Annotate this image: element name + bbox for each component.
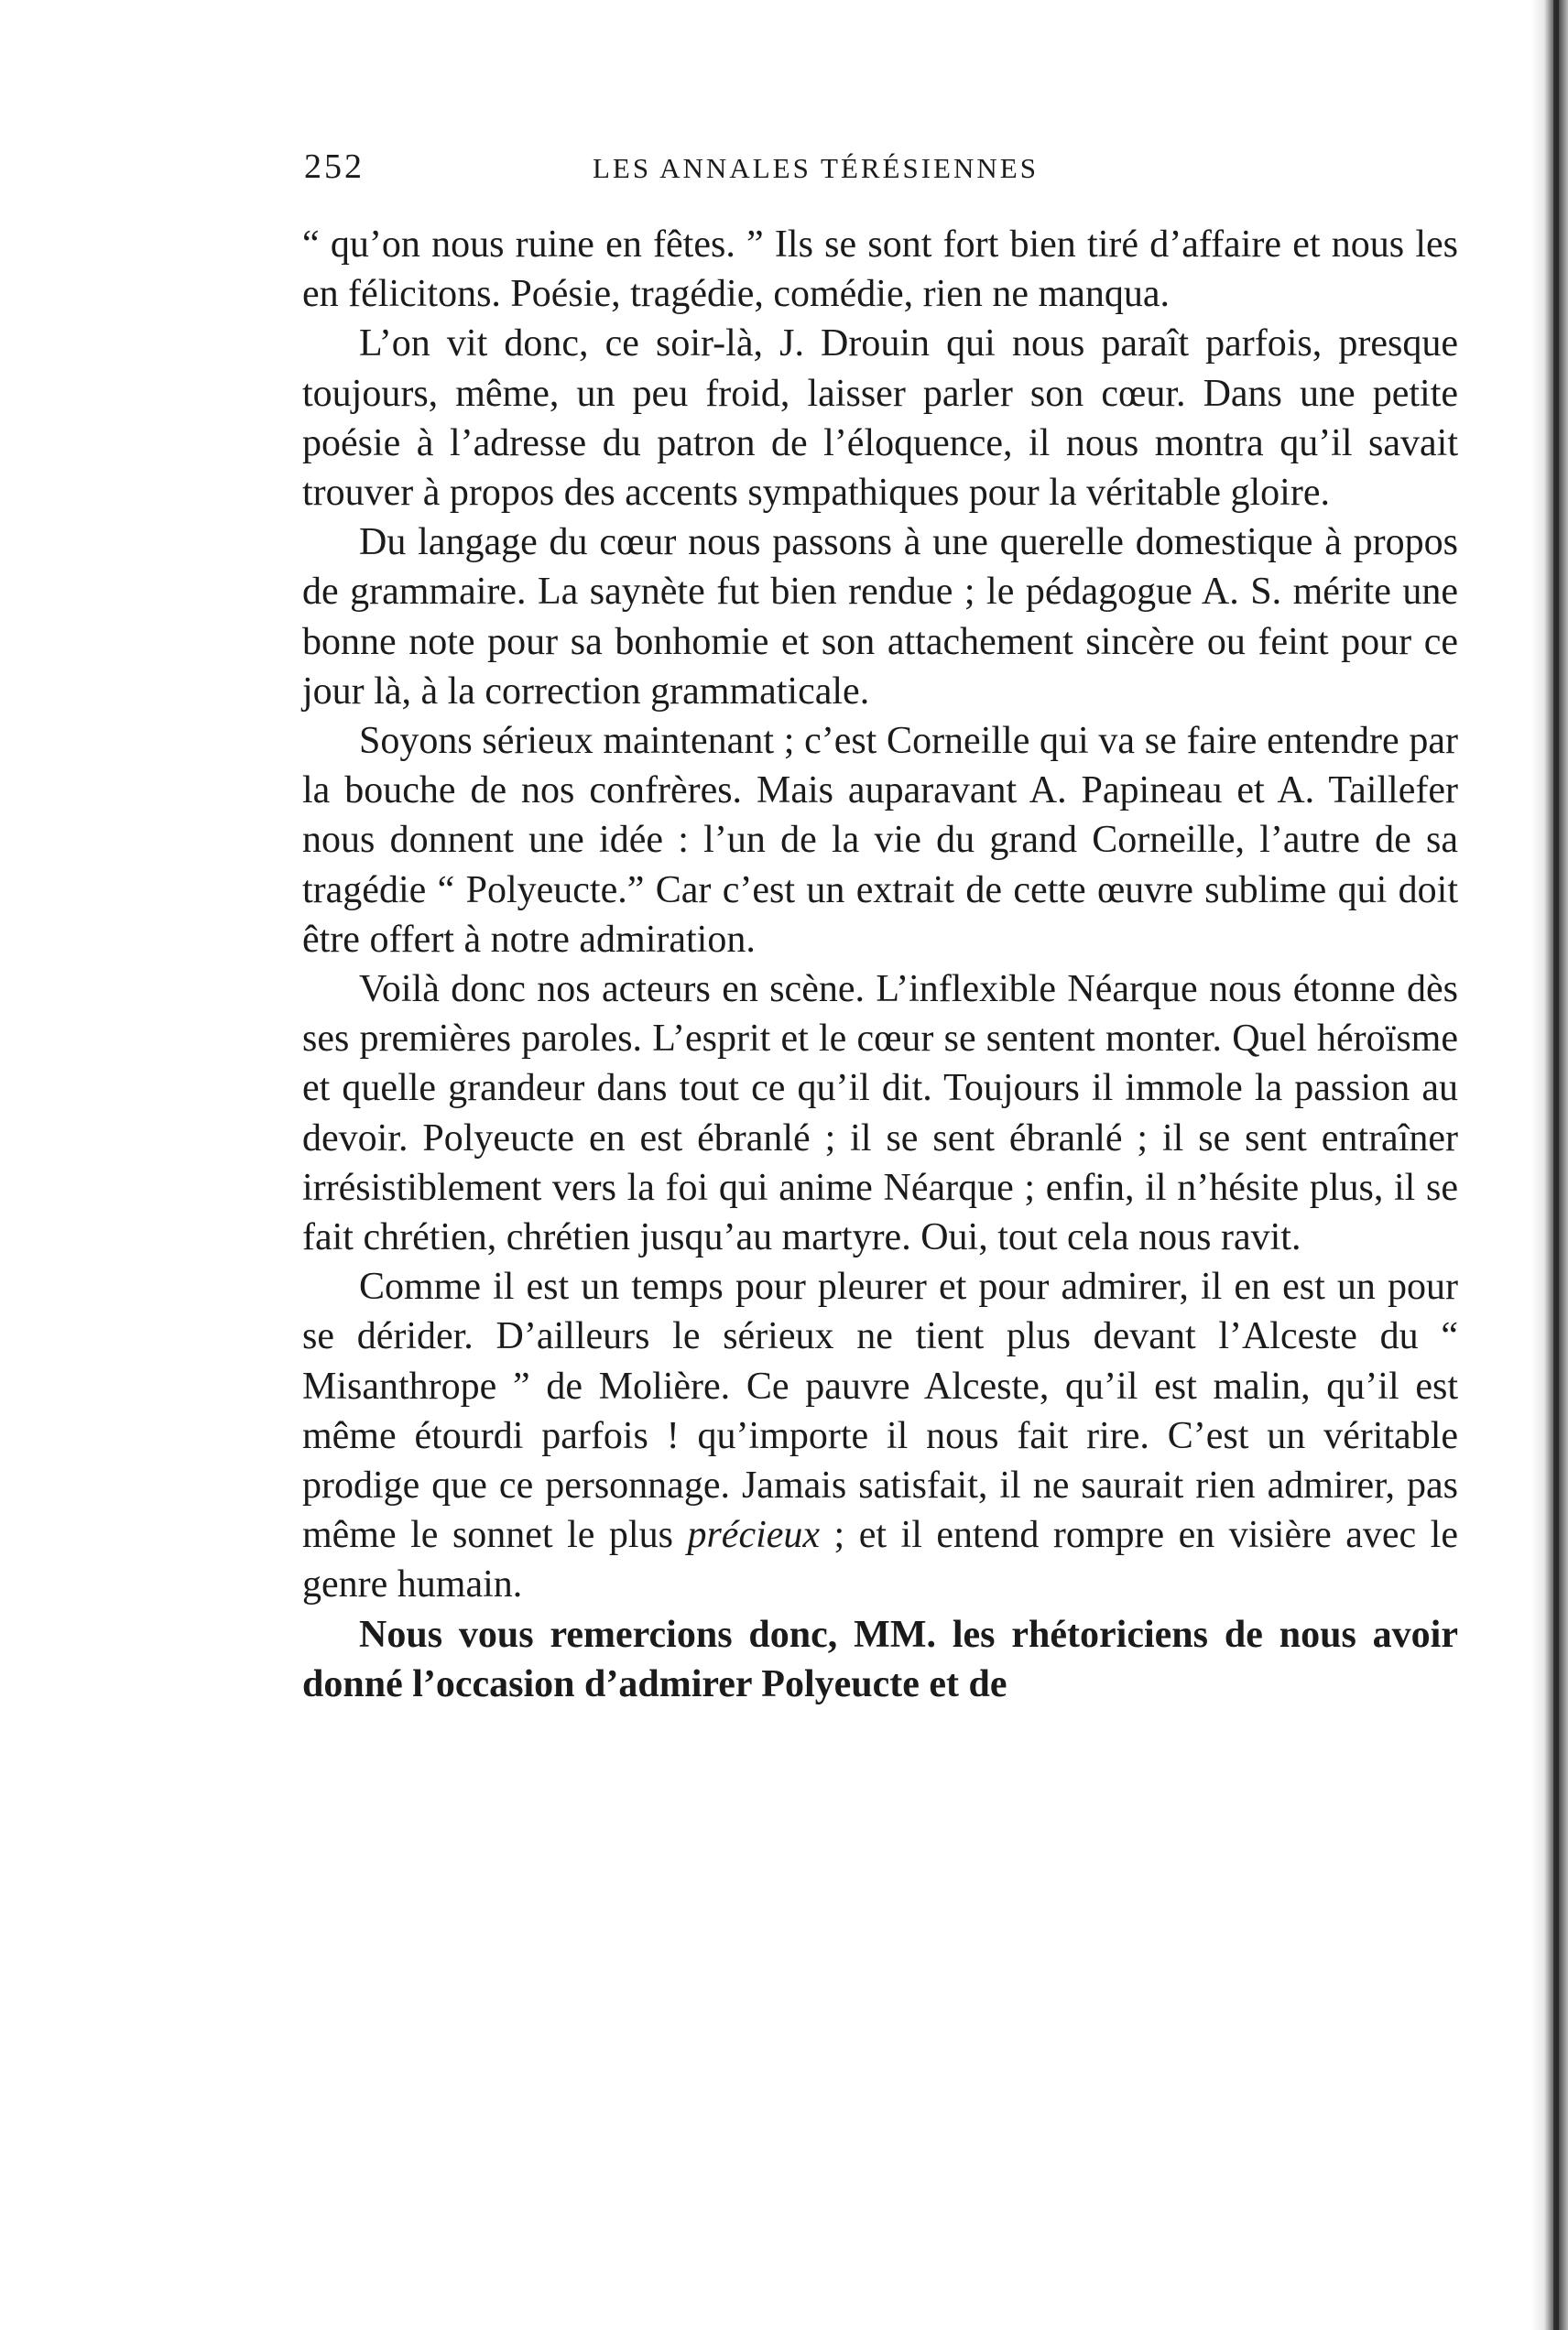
paragraph-2: L’on vit donc, ce soir-là, J. Drouin qui nous paraît parfois, presque toujours, même, un peu froid, laisser parler son cœur. Dans une petite poésie à l’adresse du patron de l’éloquence, il nous montra qu’il savait trouver à propos des accents sympathiques pour la véritable gloire. bbox=[302, 322, 1458, 515]
page-number: 252 bbox=[304, 147, 365, 186]
paragraph-4: Soyons sérieux maintenant ; c’est Corneille qui va se faire entendre par la bouche de nos confrères. Mais auparavant A. Papineau et A. Taillefer nous donnent une idée : l’un de la vie du grand Corneille, l’autre de sa tragédie “ Polyeucte.” Car c’est un extrait de cette œuvre sublime qui doit être offert à notre admiration. bbox=[302, 720, 1458, 961]
paragraph-1: “ qu’on nous ruine en fêtes. ” Ils se sont fort bien tiré d’affaire et nous les en félicitons. Poésie, tragédie, comédie, rien ne manqua. bbox=[302, 223, 1458, 316]
running-head bbox=[304, 147, 1220, 201]
scan-edge-line bbox=[1553, 0, 1559, 2330]
paragraph-6-text-b: ; et il entend rompre en visière avec le genre humain. bbox=[302, 1514, 1458, 1606]
paragraph-6-text-a: Comme il est un temps pour pleurer et pour admirer, il en est un pour se dérider. D’ailleurs le sérieux ne tient plus devant l’Alceste du “ Misanthrope ” de Molière. Ce pauvre Alceste, qu’il est malin, qu’il est même étourdi parfois ! qu’importe il nous fait rire. C’est un véritable prodige que ce personnage. Jamais satisfait, il ne saurait rien admirer, pas même le sonnet le plus bbox=[302, 1266, 1458, 1557]
body-text bbox=[302, 220, 1458, 1709]
paragraph-7: Nous vous remercions donc, MM. les rhétoriciens de nous avoir donné l’occasion d’admirer Polyeucte et de bbox=[302, 1613, 1458, 1705]
scan-edge-shadow bbox=[1531, 0, 1568, 2330]
running-title: LES ANNALES TÉRÉSIENNES bbox=[593, 152, 1039, 184]
paragraph-6-italic: précieux bbox=[687, 1514, 821, 1557]
paragraph-6 bbox=[302, 1262, 1458, 1609]
paragraph-5: Voilà donc nos acteurs en scène. L’inflexible Néarque nous étonne dès ses premières paroles. L’esprit et le cœur se sentent monter. Quel héroïsme et quelle grandeur dans tout ce qu’il dit. Toujours il immole la passion au devoir. Polyeucte en est ébranlé ; il se sent ébranlé ; il se sent entraîner irrésistiblement vers la foi qui anime Néarque ; enfin, il n’hésite plus, il se fait chrétien, chrétien jusqu’au martyre. Oui, tout cela nous ravit. bbox=[302, 968, 1458, 1259]
paragraph-3: Du langage du cœur nous passons à une querelle domestique à propos de grammaire. La saynète fut bien rendue ; le pédagogue A. S. mérite une bonne note pour sa bonhomie et son attachement sincère ou feint pour ce jour là, à la correction grammaticale. bbox=[302, 521, 1458, 713]
